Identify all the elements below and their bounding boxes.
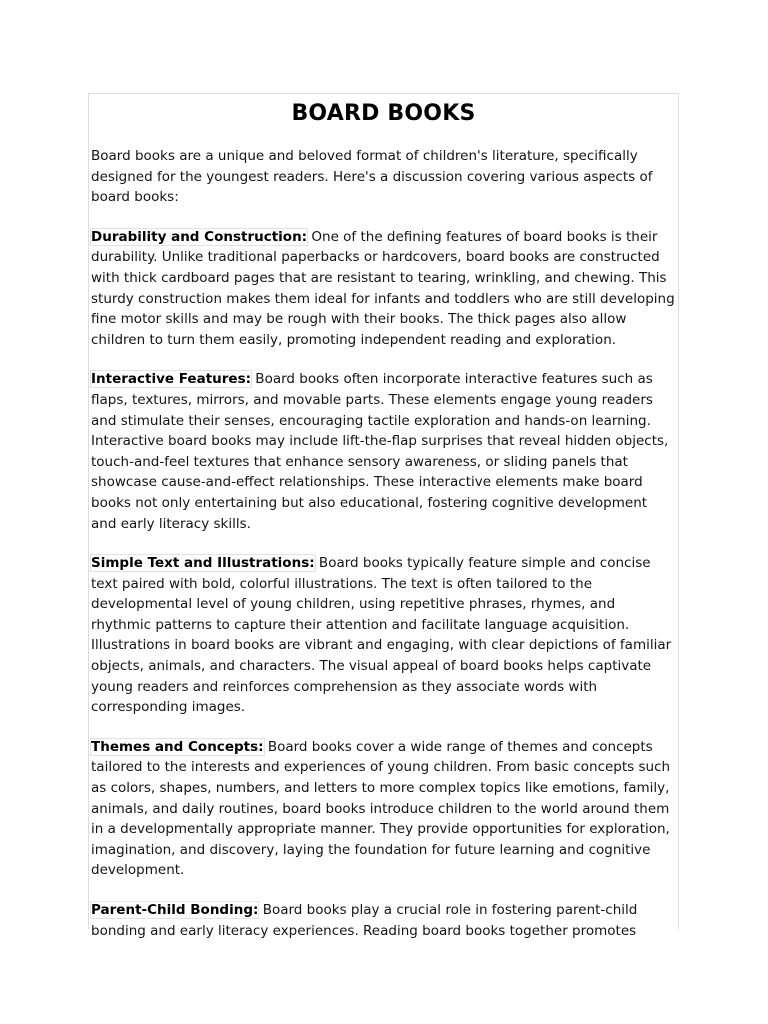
- section-themes-concepts: [91, 737, 675, 881]
- document-body: [89, 146, 678, 941]
- document-page: [88, 93, 679, 939]
- section-text-illustrations: [91, 553, 675, 718]
- section-heading-themes-concepts: Themes and Concepts:: [91, 738, 264, 755]
- intro-paragraph: Board books are a unique and beloved format of children's literature, specifically designed for the youngest readers. Here's a discussion covering various aspects of board books:: [91, 148, 653, 206]
- section-body-interactive-features: Board books often incorporate interactive features such as flaps, textures, mirrors, and movable parts. These elements engage young readers and stimulate their senses, encouraging tactile exploration and hands-on learning. Interactive board books may include lift-the-flap surprises that reveal hidden objects, touch-and-feel textures that enhance sensory awareness, or sliding panels that showcase cause-and-effect relationships. These interactive elements make board books not only entertaining but also educational, fostering cognitive development and early literacy skills.: [91, 371, 669, 532]
- section-heading-parent-child-bonding: Parent-Child Bonding:: [91, 902, 259, 918]
- section-parent-child-bonding: [91, 900, 675, 941]
- section-body-themes-concepts: Board books cover a wide range of themes and concepts tailored to the interests and experiences of young children. From basic concepts such as colors, shapes, numbers, and letters to more complex topics like emotions, family, animals, and daily routines, board books introduce children to the world around them in a developmentally appropriate manner. They provide opportunities for exploration, imagination, and discovery, laying the foundation for future learning and cognitive development.: [91, 738, 671, 879]
- section-body-parent-child-bonding: Board books play a crucial role in fostering parent-child bonding and early literacy experiences. Reading board books together promotes: [91, 902, 638, 939]
- section-body-text-illustrations: Board books typically feature simple and concise text paired with bold, colorful illustrations. The text is often tailored to the developmental level of young children, using repetitive phrases, rhymes, and rhythmic patterns to capture their attention and facilitate language acquisition. Illustrations in board books are vibrant and engaging, with clear depictions of familiar objects, animals, and characters. The visual appeal of board books helps captivate young readers and reinforces comprehension as they associate words with corresponding images.: [91, 555, 672, 716]
- document-title: BOARD BOOKS: [291, 101, 476, 126]
- section-durability: [91, 227, 675, 351]
- section-heading-text-illustrations: Simple Text and Illustrations:: [91, 555, 315, 572]
- section-body-durability: One of the defining features of board books is their durability. Unlike traditional paperbacks or hardcovers, board books are constructed with thick cardboard pages that are resistant to tearing, wrinkling, and chewing. This sturdy construction makes them ideal for infants and toddlers who are still developing fine motor skills and may be rough with their books. The thick pages also allow children to turn them easily, promoting independent reading and exploration.: [91, 228, 675, 348]
- section-heading-durability: Durability and Construction:: [91, 228, 308, 245]
- section-interactive-features: [91, 369, 675, 534]
- section-heading-interactive-features: Interactive Features:: [91, 371, 252, 388]
